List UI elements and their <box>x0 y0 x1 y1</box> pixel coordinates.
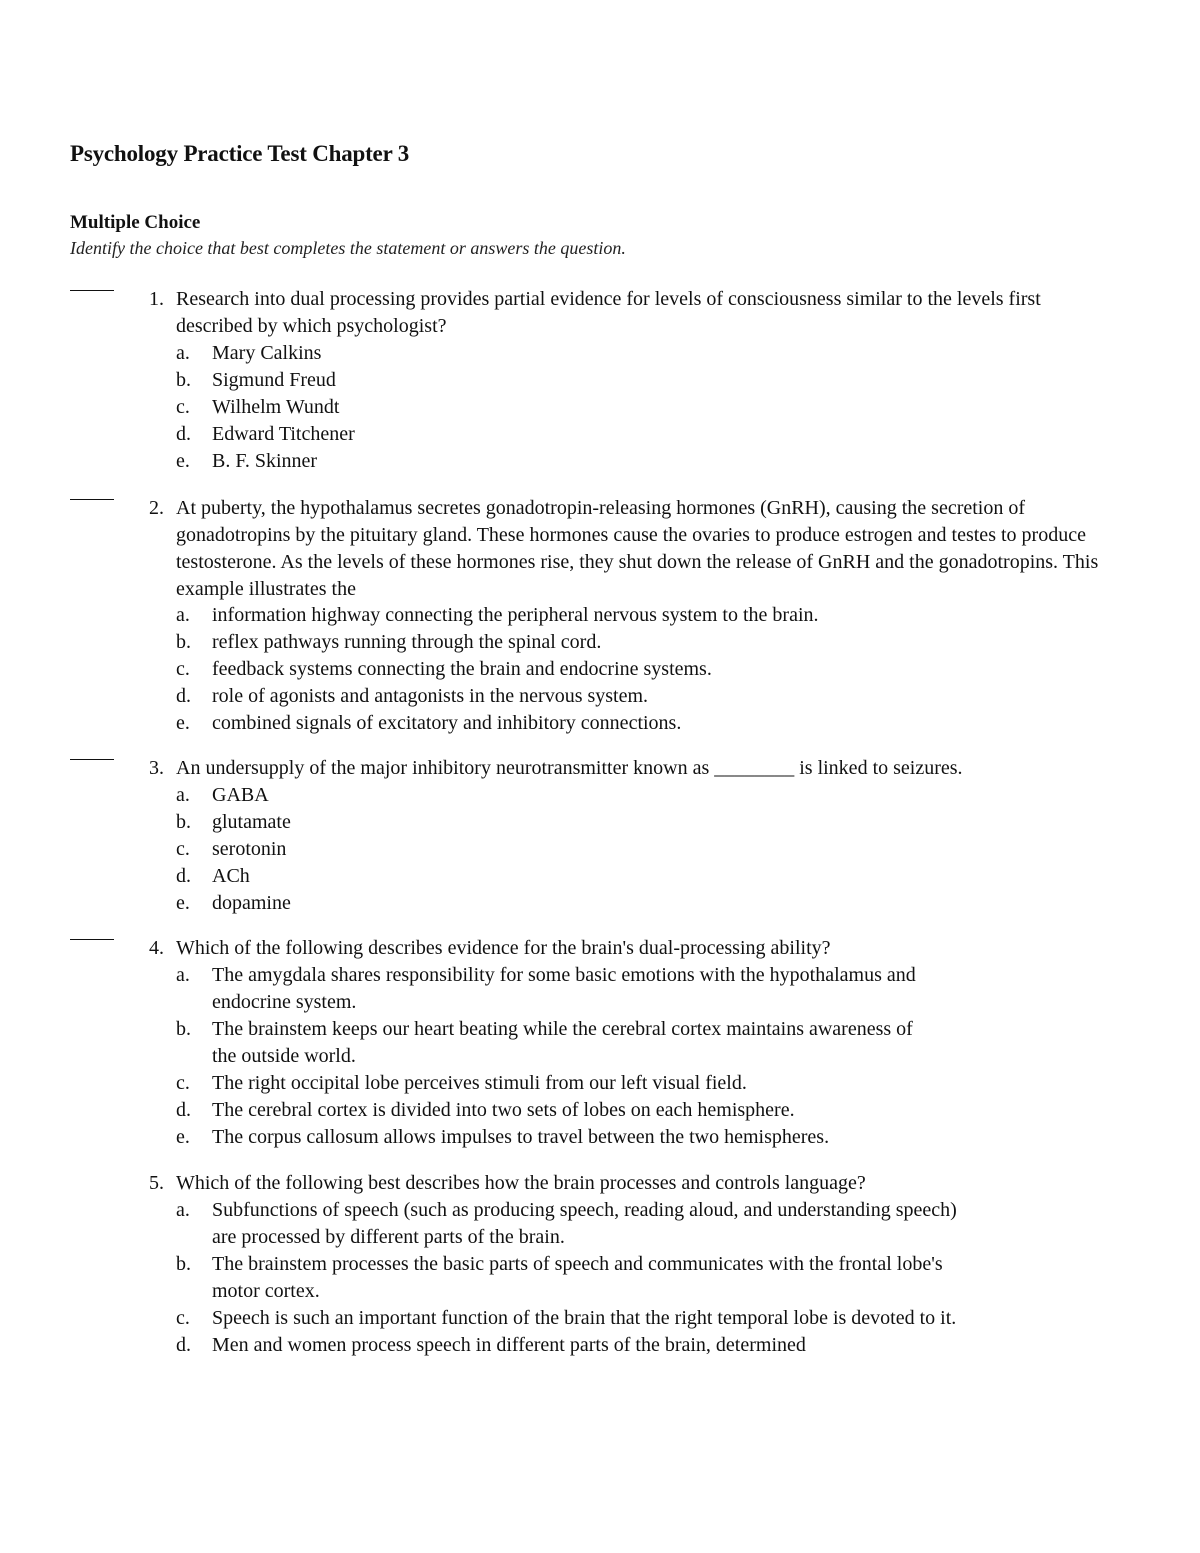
choice-text: B. F. Skinner <box>212 450 318 472</box>
question-text: Which of the following describes evidence for the brain's dual-processing ability? <box>176 937 831 959</box>
choice-e <box>176 710 1106 737</box>
choice-text: ACh <box>212 865 250 887</box>
answer-blank <box>70 939 114 940</box>
choice-letter: d. <box>176 1334 191 1356</box>
choice-letter: b. <box>176 631 191 653</box>
choice-text: Edward Titchener <box>212 423 355 445</box>
choice-e <box>176 1124 936 1151</box>
choice-c <box>176 1305 966 1332</box>
choice-a <box>176 782 1106 809</box>
choice-letter: d. <box>176 685 191 707</box>
choice-text: Speech is such an important function of the brain that the right temporal lobe is devoted to it. <box>212 1307 957 1329</box>
choice-letter: e. <box>176 1126 190 1148</box>
choice-letter: b. <box>176 369 191 391</box>
question-number: 1. <box>149 288 164 310</box>
choice-list <box>176 782 1106 917</box>
choice-d <box>176 421 1106 448</box>
choice-e <box>176 890 1106 917</box>
choice-text: feedback systems connecting the brain and endocrine systems. <box>212 658 712 680</box>
choice-text: role of agonists and antagonists in the nervous system. <box>212 685 649 707</box>
answer-blank <box>70 499 114 500</box>
choice-letter: c. <box>176 1072 190 1094</box>
question-text: Research into dual processing provides partial evidence for levels of consciousness similar to the levels first described by which psychologist? <box>176 288 1041 337</box>
choice-d <box>176 1097 936 1124</box>
question-number: 3. <box>149 757 164 779</box>
choice-letter: b. <box>176 1253 191 1275</box>
choice-letter: e. <box>176 712 190 734</box>
question-number: 2. <box>149 497 164 519</box>
choice-letter: c. <box>176 396 190 418</box>
choice-list <box>176 602 1106 737</box>
choice-b <box>176 1016 936 1070</box>
choice-text: glutamate <box>212 811 291 833</box>
choice-letter: c. <box>176 658 190 680</box>
choice-text: dopamine <box>212 892 291 914</box>
choice-letter: d. <box>176 1099 191 1121</box>
choice-letter: b. <box>176 811 191 833</box>
choice-a <box>176 1197 966 1251</box>
choice-letter: c. <box>176 1307 190 1329</box>
choice-text: Mary Calkins <box>212 342 322 364</box>
choice-text: Subfunctions of speech (such as producing speech, reading aloud, and understanding speech) are processed by different parts of the brain. <box>212 1199 957 1248</box>
page-title: Psychology Practice Test Chapter 3 <box>70 141 410 166</box>
question-text: An undersupply of the major inhibitory neurotransmitter known as ________ is linked to seizures. <box>176 757 963 779</box>
choice-a <box>176 602 1106 629</box>
choice-text: reflex pathways running through the spinal cord. <box>212 631 602 653</box>
choice-letter: b. <box>176 1018 191 1040</box>
choice-e <box>176 448 1106 475</box>
choice-text: Wilhelm Wundt <box>212 396 340 418</box>
choice-c <box>176 656 1106 683</box>
choice-list <box>176 340 1106 475</box>
question-number: 5. <box>149 1172 164 1194</box>
question-text: Which of the following best describes how the brain processes and controls language? <box>176 1172 866 1194</box>
question-text: At puberty, the hypothalamus secretes gonadotropin-releasing hormones (GnRH), causing the secretion of gonadotropins by the pituitary gland. These hormones cause the ovaries to produce estrogen and testes to produce testosterone. As the levels of these hormones rise, they shut down the release of GnRH and the gonadotropins. This example illustrates the <box>176 497 1099 600</box>
choice-c <box>176 836 1106 863</box>
choice-letter: e. <box>176 450 190 472</box>
choice-text: serotonin <box>212 838 287 860</box>
question-number: 4. <box>149 937 164 959</box>
choice-a <box>176 962 936 1016</box>
choice-d <box>176 863 1106 890</box>
choice-b <box>176 367 1106 394</box>
choice-d <box>176 683 1106 710</box>
section-heading: Multiple Choice <box>70 212 201 233</box>
choice-a <box>176 340 1106 367</box>
choice-text: information highway connecting the peripheral nervous system to the brain. <box>212 604 819 626</box>
choice-text: GABA <box>212 784 269 806</box>
choice-text: Sigmund Freud <box>212 369 336 391</box>
choice-text: The brainstem processes the basic parts of speech and communicates with the frontal lobe's motor cortex. <box>212 1253 943 1302</box>
choice-letter: a. <box>176 964 190 986</box>
choice-list <box>176 962 936 1151</box>
choice-c <box>176 1070 936 1097</box>
choice-letter: d. <box>176 423 191 445</box>
choice-d <box>176 1332 966 1359</box>
choice-letter: a. <box>176 1199 190 1221</box>
choice-letter: a. <box>176 604 190 626</box>
choice-text: combined signals of excitatory and inhibitory connections. <box>212 712 682 734</box>
choice-letter: c. <box>176 838 190 860</box>
choice-letter: e. <box>176 892 190 914</box>
choice-letter: a. <box>176 342 190 364</box>
instructions: Identify the choice that best completes the statement or answers the question. <box>70 238 626 258</box>
answer-blank <box>70 759 114 760</box>
choice-list <box>176 1197 966 1359</box>
answer-blank <box>70 290 114 291</box>
choice-text: The cerebral cortex is divided into two sets of lobes on each hemisphere. <box>212 1099 795 1121</box>
choice-letter: d. <box>176 865 191 887</box>
choice-text: Men and women process speech in different parts of the brain, determined <box>212 1334 806 1356</box>
choice-b <box>176 809 1106 836</box>
choice-b <box>176 1251 966 1305</box>
choice-text: The brainstem keeps our heart beating while the cerebral cortex maintains awareness of the outside world. <box>212 1018 913 1067</box>
choice-letter: a. <box>176 784 190 806</box>
choice-b <box>176 629 1106 656</box>
choice-text: The amygdala shares responsibility for some basic emotions with the hypothalamus and endocrine system. <box>212 964 916 1013</box>
choice-c <box>176 394 1106 421</box>
choice-text: The right occipital lobe perceives stimuli from our left visual field. <box>212 1072 747 1094</box>
choice-text: The corpus callosum allows impulses to travel between the two hemispheres. <box>212 1126 830 1148</box>
